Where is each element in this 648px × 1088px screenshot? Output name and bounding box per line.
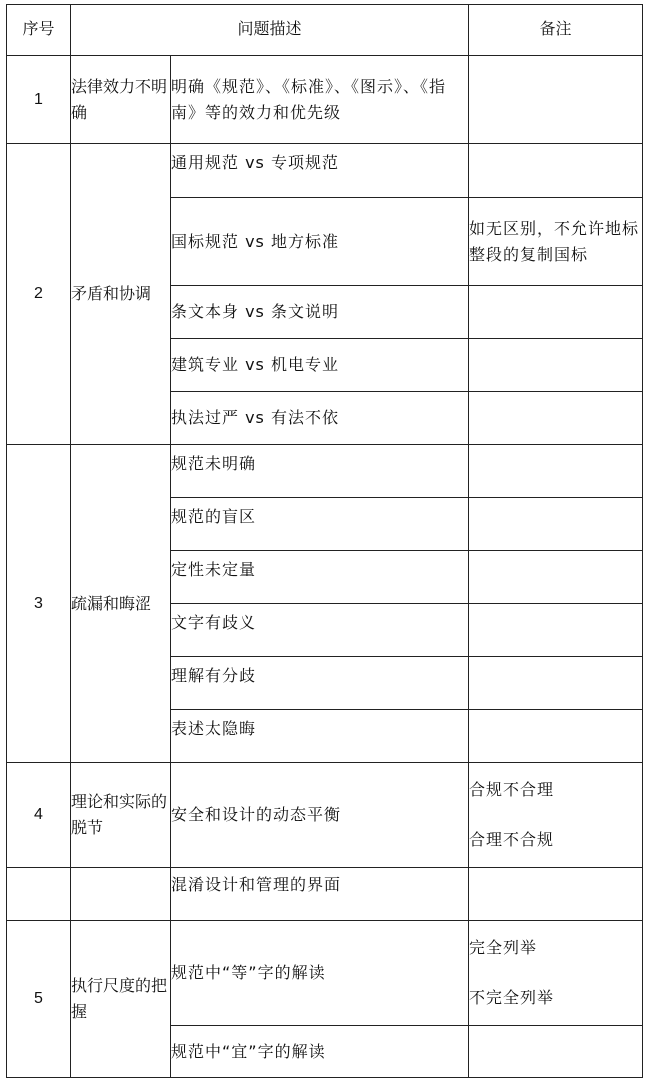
seq-cell [7, 868, 71, 921]
note-line: 不完全列举 [469, 988, 555, 1007]
note-line: 合规不合理 [469, 780, 555, 799]
note-cell [469, 551, 643, 604]
category-cell: 疏漏和晦涩 [71, 445, 171, 763]
category-cell: 矛盾和协调 [71, 144, 171, 445]
desc-cell: 混淆设计和管理的界面 [171, 868, 469, 921]
desc-cell: 通用规范 vs 专项规范 [171, 144, 469, 198]
note-cell [469, 657, 643, 710]
desc-cell: 安全和设计的动态平衡 [171, 763, 469, 868]
seq-cell: 3 [7, 445, 71, 763]
category-cell: 法律效力不明确 [71, 56, 171, 144]
seq-cell: 5 [7, 921, 71, 1078]
desc-cell: 定性未定量 [171, 551, 469, 604]
header-desc: 问题描述 [71, 5, 469, 56]
note-cell [469, 56, 643, 144]
note-cell [469, 286, 643, 339]
desc-cell: 条文本身 vs 条文说明 [171, 286, 469, 339]
table-row [7, 868, 643, 921]
seq-cell: 2 [7, 144, 71, 445]
header-seq: 序号 [7, 5, 71, 56]
table-row [7, 445, 643, 498]
desc-cell: 规范的盲区 [171, 498, 469, 551]
category-cell: 理论和实际的脱节 [71, 763, 171, 868]
note-cell [469, 144, 643, 198]
table-row [7, 144, 643, 198]
desc-cell: 规范中“等”字的解读 [171, 921, 469, 1026]
desc-cell: 理解有分歧 [171, 657, 469, 710]
desc-cell: 国标规范 vs 地方标准 [171, 198, 469, 286]
note-cell [469, 445, 643, 498]
note-cell [469, 763, 643, 868]
table-row [7, 763, 643, 868]
category-cell: 执行尺度的把握 [71, 921, 171, 1078]
note-line: 完全列举 [469, 938, 538, 957]
seq-cell: 4 [7, 763, 71, 868]
desc-cell: 明确《规范》、《标准》、《图示》、《指南》等的效力和优先级 [171, 56, 469, 144]
note-cell: 如无区别，不允许地标整段的复制国标 [469, 198, 643, 286]
desc-cell: 执法过严 vs 有法不依 [171, 392, 469, 445]
desc-cell: 规范未明确 [171, 445, 469, 498]
category-cell [71, 868, 171, 921]
issues-table [6, 4, 643, 1078]
note-line: 合理不合规 [469, 830, 555, 849]
desc-cell: 文字有歧义 [171, 604, 469, 657]
note-cell [469, 868, 643, 921]
note-cell [469, 921, 643, 1026]
note-cell [469, 498, 643, 551]
desc-cell: 规范中“宜”字的解读 [171, 1026, 469, 1078]
table-header-row [7, 5, 643, 56]
note-cell [469, 710, 643, 763]
note-cell [469, 604, 643, 657]
seq-cell: 1 [7, 56, 71, 144]
desc-cell: 建筑专业 vs 机电专业 [171, 339, 469, 392]
note-cell [469, 392, 643, 445]
desc-cell: 表述太隐晦 [171, 710, 469, 763]
table-row [7, 921, 643, 1026]
header-note: 备注 [469, 5, 643, 56]
note-cell [469, 1026, 643, 1078]
table-row [7, 56, 643, 144]
note-cell [469, 339, 643, 392]
